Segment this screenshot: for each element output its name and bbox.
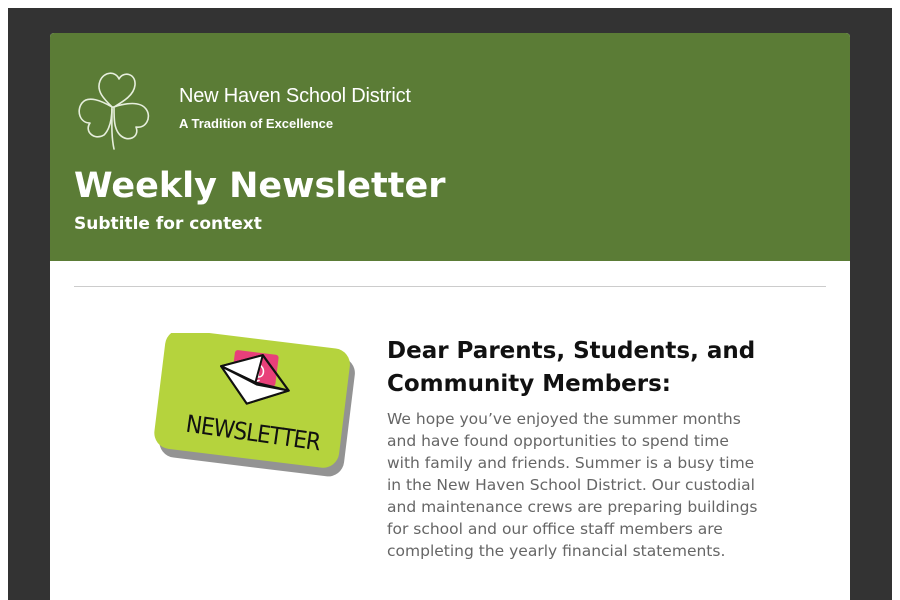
district-logo[interactable] — [74, 65, 474, 151]
district-tagline: A Tradition of Excellence — [179, 116, 334, 131]
shamrock-icon — [74, 65, 154, 151]
greeting-heading: Dear Parents, Students, and Community Members: — [387, 338, 756, 397]
intro-paragraph: We hope you’ve enjoyed the summer months and have found opportunities to spend time with family and friends. Summer is a busy time in the New Haven School District. Our custodial and maintenance crews are preparing buildings for school and our office staff members are completing the yearly financial statements. — [387, 410, 758, 560]
newsletter-header — [50, 33, 850, 261]
section-divider — [74, 286, 826, 287]
page-title: Weekly Newsletter — [74, 166, 446, 206]
badge-label: NEWSLETTER — [184, 409, 322, 457]
newsletter-card — [50, 33, 850, 600]
email-viewport — [8, 8, 892, 600]
page-subtitle: Subtitle for context — [74, 214, 262, 234]
newsletter-badge-image — [152, 333, 357, 483]
district-name: New Haven School District — [179, 85, 411, 107]
